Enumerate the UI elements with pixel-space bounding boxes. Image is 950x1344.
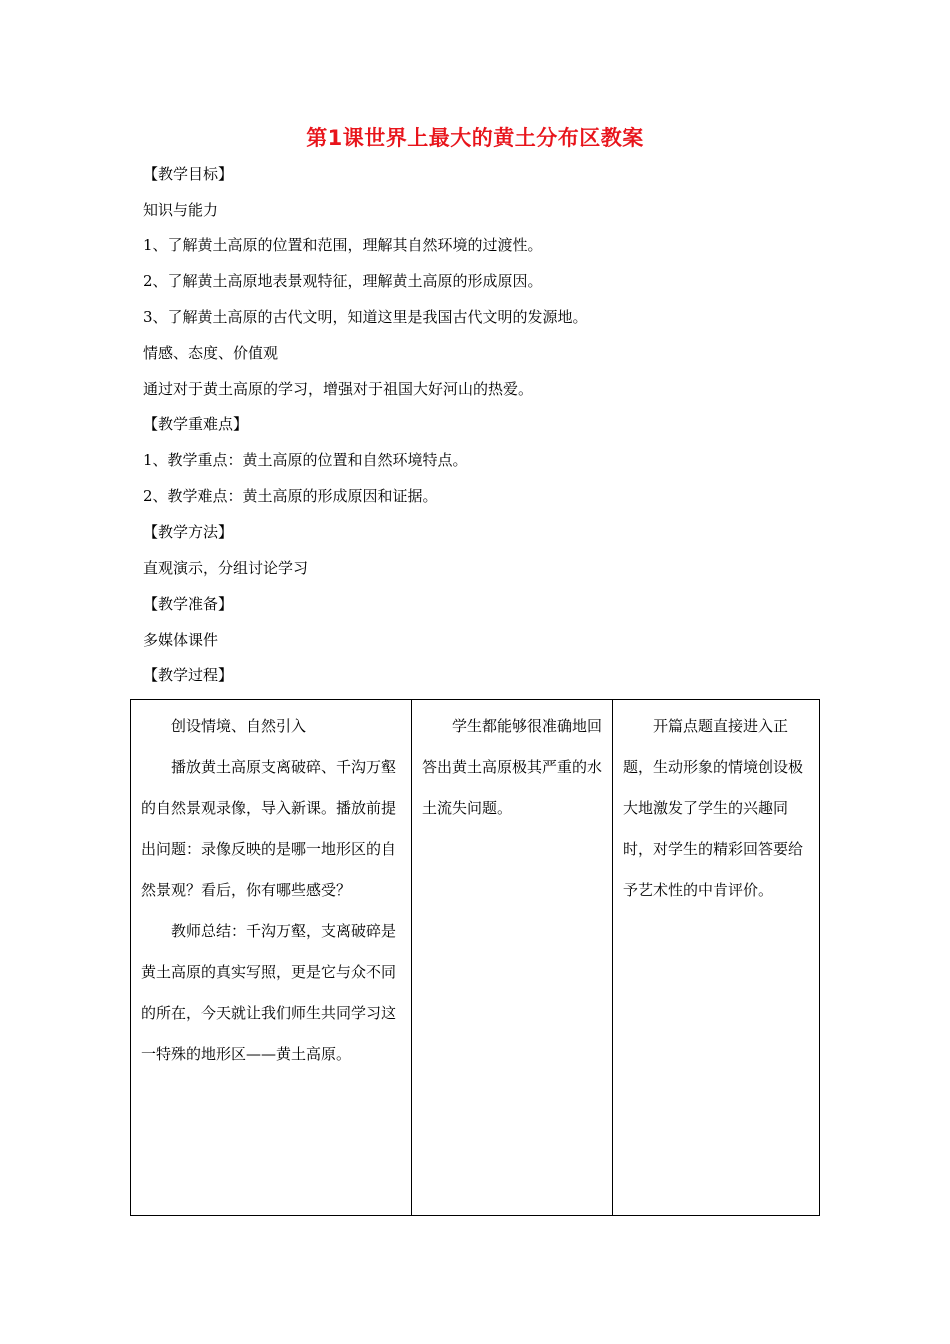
- preparation-text: 多媒体课件: [143, 631, 219, 649]
- teacher-activity-cell: [131, 700, 412, 1216]
- key-point-2: 2、教学难点：黄土高原的形成原因和证据。: [143, 487, 438, 505]
- subheading-knowledge: 知识与能力: [143, 201, 219, 219]
- objective-item-3: 3、了解黄土高原的古代文明，知道这里是我国古代文明的发源地。: [143, 308, 588, 326]
- objective-item-2: 2、了解黄土高原地表景观特征，理解黄土高原的形成原因。: [143, 272, 543, 290]
- section-heading-process: 【教学过程】: [143, 666, 234, 684]
- section-heading-methods: 【教学方法】: [143, 523, 234, 541]
- section-heading-objectives: 【教学目标】: [143, 165, 234, 183]
- section-heading-key-points: 【教学重难点】: [143, 415, 249, 433]
- student-activity-cell: [412, 700, 613, 1216]
- methods-text: 直观演示，分组讨论学习: [143, 559, 309, 577]
- student-activity-text: 学生都能够很准确地回答出黄土高原极其严重的水土流失问题。: [422, 717, 603, 817]
- teacher-step-intro: 播放黄土高原支离破碎、千沟万壑的自然景观录像，导入新课。播放前提出问题：录像反映的是哪一地形区的自然景观？看后，你有哪些感受？: [141, 758, 397, 899]
- document-title: 第1课世界上最大的黄土分布区教案: [306, 126, 644, 150]
- objective-item-1: 1、了解黄土高原的位置和范围，理解其自然环境的过渡性。: [143, 236, 543, 254]
- design-intent-cell: [613, 700, 820, 1216]
- teacher-step-heading: 创设情境、自然引入: [171, 717, 307, 735]
- subheading-attitude: 情感、态度、价值观: [143, 344, 279, 362]
- attitude-text: 通过对于黄土高原的学习，增强对于祖国大好河山的热爱。: [143, 380, 534, 398]
- table-row: [131, 700, 820, 1216]
- key-point-1: 1、教学重点：黄土高原的位置和自然环境特点。: [143, 451, 468, 469]
- teacher-step-summary: 教师总结：千沟万壑，支离破碎是黄土高原的真实写照，更是它与众不同的所在，今天就让我们师生共同学习这一特殊的地形区——黄土高原。: [141, 922, 397, 1063]
- design-intent-text: 开篇点题直接进入正题，生动形象的情境创设极大地激发了学生的兴趣同时，对学生的精彩回答要给予艺术性的中肯评价。: [623, 717, 804, 899]
- process-table: [130, 699, 820, 1216]
- section-heading-preparation: 【教学准备】: [143, 595, 234, 613]
